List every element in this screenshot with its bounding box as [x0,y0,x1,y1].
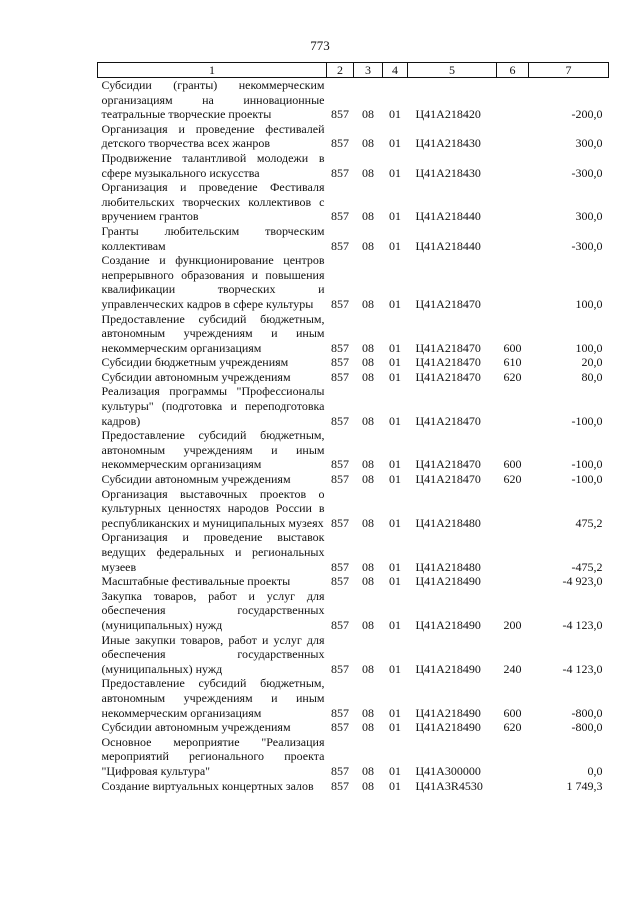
row-rz: 08 [362,209,374,224]
row-gr: 857 [331,617,349,632]
row-pr: 01 [389,209,401,224]
row-gr: 857 [331,763,349,778]
table-row [98,151,609,180]
row-rz: 08 [362,238,374,253]
row-sum: -300,0 [571,238,603,253]
row-gr: 857 [331,296,349,311]
row-csr: Ц41А218470 [415,413,481,428]
row-rz: 08 [362,136,374,151]
row-csr: Ц41А300000 [415,763,481,778]
row-pr: 01 [389,165,401,180]
row-gr: 857 [331,413,349,428]
row-pr: 01 [389,574,401,589]
row-name: Продвижение талантливой молодежи в сфере музыкального искусства [101,150,325,180]
row-rz: 08 [362,661,374,676]
row-rz: 08 [362,778,374,793]
row-vr: 600 [503,705,522,720]
row-rz: 08 [362,617,374,632]
row-name: Субсидии автономным учреждениям [101,472,291,487]
header-col-4: 4 [383,63,408,78]
row-vr [497,224,529,253]
table-row [98,530,609,574]
row-name: Реализация программы "Профессионалы культуры" (подготовка и переподготовка кадров) [101,384,325,428]
row-rz: 08 [362,574,374,589]
row-rz: 08 [362,472,374,487]
row-pr: 01 [389,238,401,253]
row-csr: Ц41А218470 [415,369,481,384]
row-vr: 600 [503,340,522,355]
budget-table [97,62,609,793]
row-pr: 01 [389,296,401,311]
row-rz: 08 [362,165,374,180]
row-vr [497,122,529,151]
table-row [98,180,609,224]
table-row [98,472,609,487]
row-rz: 08 [362,413,374,428]
row-gr: 857 [331,778,349,793]
row-gr: 857 [331,472,349,487]
row-gr: 857 [331,515,349,530]
row-name: Субсидии (гранты) некоммерческим организациям на инновационные театральные творческие проекты [101,78,325,122]
row-gr: 857 [331,705,349,720]
row-gr: 857 [331,209,349,224]
row-pr: 01 [389,472,401,487]
row-csr: Ц41А218420 [415,107,481,122]
row-vr: 620 [503,472,522,487]
row-sum: -4 923,0 [562,574,603,589]
row-vr [497,151,529,180]
row-gr: 857 [331,369,349,384]
row-csr: Ц41А218440 [415,209,481,224]
row-gr: 857 [331,340,349,355]
row-csr: Ц41А218470 [415,355,481,370]
row-csr: Ц41А218490 [415,617,481,632]
row-sum: 475,2 [575,515,603,530]
row-vr [497,78,529,122]
header-col-2: 2 [327,63,354,78]
row-gr: 857 [331,136,349,151]
row-sum: -100,0 [571,457,603,472]
row-name: Закупка товаров, работ и услуг для обеспечения государственных (муниципальных) нужд [101,588,325,632]
row-sum: 0,0 [587,763,603,778]
table-row [98,384,609,428]
row-sum: -800,0 [571,720,603,735]
row-pr: 01 [389,413,401,428]
row-sum: -4 123,0 [562,617,603,632]
row-vr: 620 [503,369,522,384]
row-sum: 100,0 [575,296,603,311]
row-csr: Ц41А218470 [415,296,481,311]
row-csr: Ц41А218490 [415,705,481,720]
row-name: Субсидии бюджетным учреждениям [101,355,289,370]
table-row [98,735,609,779]
row-sum: -200,0 [571,107,603,122]
row-csr: Ц41А218490 [415,661,481,676]
row-csr: Ц41А218470 [415,472,481,487]
row-vr [497,530,529,574]
row-pr: 01 [389,355,401,370]
row-rz: 08 [362,457,374,472]
row-sum: -4 123,0 [562,661,603,676]
row-gr: 857 [331,238,349,253]
row-pr: 01 [389,369,401,384]
row-pr: 01 [389,661,401,676]
header-row [98,63,609,78]
row-gr: 857 [331,559,349,574]
row-name: Иные закупки товаров, работ и услуг для обеспечения государственных (муниципальных) нужд [101,632,325,676]
row-sum: -100,0 [571,472,603,487]
row-sum: 300,0 [575,209,603,224]
row-rz: 08 [362,355,374,370]
row-pr: 01 [389,515,401,530]
row-name: Создание и функционирование центров непрерывного образования и повышения квалификации творческих и управленческих кадров в сфере культуры [101,253,325,311]
row-gr: 857 [331,574,349,589]
row-name: Предоставление субсидий бюджетным, автономным учреждениям и иным некоммерческим организациям [101,428,325,472]
row-pr: 01 [389,107,401,122]
row-csr: Ц41А218490 [415,720,481,735]
row-name: Субсидии автономным учреждениям [101,720,291,735]
row-name: Субсидии автономным учреждениям [101,369,291,384]
table-row [98,122,609,151]
row-pr: 01 [389,340,401,355]
table-row [98,633,609,677]
row-rz: 08 [362,369,374,384]
table-body [98,78,609,794]
table-row [98,224,609,253]
row-vr: 240 [503,661,522,676]
row-name: Основное мероприятие "Реализация мероприятий регионального проекта "Цифровая культура" [101,734,325,778]
table-row [98,355,609,370]
row-gr: 857 [331,107,349,122]
header-col-3: 3 [354,63,383,78]
row-sum: 80,0 [581,369,603,384]
table-row [98,589,609,633]
row-csr: Ц41А218470 [415,340,481,355]
row-pr: 01 [389,617,401,632]
table-row [98,428,609,472]
row-rz: 08 [362,296,374,311]
row-pr: 01 [389,720,401,735]
row-rz: 08 [362,107,374,122]
row-csr: Ц41А218430 [415,136,481,151]
table-row [98,676,609,720]
row-csr: Ц41А218430 [415,165,481,180]
row-pr: 01 [389,457,401,472]
row-sum: -475,2 [571,559,603,574]
row-name: Создание виртуальных концертных залов [101,778,314,793]
row-gr: 857 [331,165,349,180]
header-col-6: 6 [497,63,529,78]
row-gr: 857 [331,355,349,370]
table-row [98,312,609,356]
row-rz: 08 [362,515,374,530]
row-pr: 01 [389,778,401,793]
row-name: Масштабные фестивальные проекты [101,574,291,589]
row-gr: 857 [331,720,349,735]
row-pr: 01 [389,559,401,574]
table-row [98,253,609,311]
table-row [98,779,609,794]
row-rz: 08 [362,559,374,574]
row-sum: 20,0 [581,355,603,370]
table-row [98,78,609,122]
row-sum: -300,0 [571,165,603,180]
row-sum: -800,0 [571,705,603,720]
row-vr: 610 [503,355,522,370]
row-rz: 08 [362,720,374,735]
row-vr [497,779,529,794]
row-vr [497,735,529,779]
table-row [98,370,609,385]
row-name: Организация и проведение фестивалей детского творчества всех жанров [101,121,325,151]
row-csr: Ц41А218490 [415,574,481,589]
row-pr: 01 [389,763,401,778]
row-csr: Ц41А218470 [415,457,481,472]
page-number: 773 [310,38,330,53]
row-pr: 01 [389,705,401,720]
row-pr: 01 [389,136,401,151]
row-vr [497,253,529,311]
row-rz: 08 [362,763,374,778]
row-gr: 857 [331,457,349,472]
row-name: Предоставление субсидий бюджетным, автономным учреждениям и иным некоммерческим организациям [101,311,325,355]
row-csr: Ц41А218480 [415,559,481,574]
table-row [98,720,609,735]
row-name: Организация выставочных проектов о культурных ценностях народов России в республиканских и муниципальных музеях [101,486,325,530]
row-csr: Ц41А218440 [415,238,481,253]
row-vr [497,487,529,531]
row-rz: 08 [362,340,374,355]
row-name: Предоставление субсидий бюджетным, автономным учреждениям и иным некоммерческим организациям [101,676,325,720]
row-sum: -100,0 [571,413,603,428]
row-vr [497,180,529,224]
table-row [98,487,609,531]
row-name: Гранты любительским творческим коллективам [101,223,325,253]
row-gr: 857 [331,661,349,676]
header-col-5: 5 [408,63,497,78]
row-sum: 300,0 [575,136,603,151]
row-name: Организация и проведение выставок ведущих федеральных и региональных музеев [101,530,325,574]
row-vr: 600 [503,457,522,472]
row-sum: 1 749,3 [566,778,603,793]
row-vr: 200 [503,617,522,632]
row-csr: Ц41А3R4530 [415,778,483,793]
row-vr: 620 [503,720,522,735]
row-sum: 100,0 [575,340,603,355]
row-csr: Ц41А218480 [415,515,481,530]
header-col-1: 1 [98,63,327,78]
table-row [98,574,609,589]
row-rz: 08 [362,705,374,720]
header-col-7: 7 [529,63,609,78]
table-header [98,63,609,78]
row-vr [497,574,529,589]
row-vr [497,384,529,428]
row-name: Организация и проведение Фестиваля любительских творческих коллективов с вручением грантов [101,180,325,224]
